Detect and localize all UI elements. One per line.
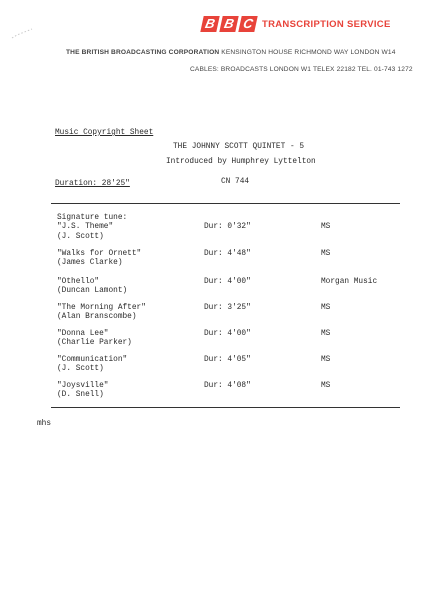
cn-number: CN 744 (221, 178, 250, 186)
track-title: "Othello" (57, 278, 100, 286)
corporation-name: THE BRITISH BROADCASTING CORPORATION (66, 49, 220, 56)
track-duration: Dur: 4'48" (204, 250, 251, 258)
track-duration: Dur: 4'05" (204, 356, 251, 364)
programme-title: THE JOHNNY SCOTT QUINTET - 5 (173, 143, 305, 151)
address-text: KENSINGTON HOUSE RICHMOND WAY LONDON W14 (221, 49, 396, 56)
track-duration: Dur: 3'25" (204, 304, 251, 312)
service-title: TRANSCRIPTION SERVICE (262, 19, 391, 30)
track-publisher: MS (321, 304, 331, 312)
track-publisher: MS (321, 382, 331, 390)
track-duration: Dur: 4'00" (204, 278, 251, 286)
cables-line: CABLES: BROADCASTS LONDON W1 TELEX 22182 TEL. 01-743 1272 (190, 66, 413, 73)
track-row (57, 330, 397, 356)
logo-letter-c: C (238, 16, 257, 32)
track-title: "The Morning After" (57, 304, 146, 312)
bbc-logo (202, 16, 256, 32)
track-title-composer (57, 382, 197, 401)
track-label: Signature tune: (57, 214, 128, 222)
track-publisher: MS (321, 356, 331, 364)
track-title-composer (57, 304, 197, 323)
track-publisher: MS (321, 223, 331, 231)
track-row (57, 356, 397, 382)
track-title: "Donna Lee" (57, 330, 109, 338)
punch-hole-marks-icon (10, 26, 40, 42)
track-row (57, 250, 397, 278)
track-duration: Dur: 4'00" (204, 330, 251, 338)
track-title: "Joysville" (57, 382, 109, 390)
track-title: "Walks for Ornett" (57, 250, 142, 258)
track-duration: Dur: 0'32" (204, 223, 251, 231)
track-row (57, 382, 397, 408)
total-duration: Duration: 28'25" (55, 180, 130, 188)
track-title-composer (57, 250, 197, 269)
document-heading: Music Copyright Sheet (55, 129, 154, 137)
track-title-composer (57, 330, 197, 349)
track-title-composer (57, 356, 197, 375)
track-composer: (Alan Branscombe) (57, 313, 137, 322)
track-title: "J.S. Theme" (57, 223, 114, 232)
top-divider (51, 203, 400, 204)
track-duration: Dur: 4'08" (204, 382, 251, 390)
bottom-divider (51, 407, 400, 408)
track-publisher: Morgan Music (321, 278, 378, 286)
logo-letter-b1: B (200, 16, 219, 32)
track-composer: (D. Snell) (57, 391, 104, 400)
track-title: "Communication" (57, 356, 128, 364)
track-composer: (J. Scott) (57, 232, 104, 241)
track-composer: (Duncan Lamont) (57, 287, 128, 296)
track-composer: (James Clarke) (57, 259, 123, 268)
track-composer: (J. Scott) (57, 365, 104, 374)
logo-letter-b2: B (219, 16, 238, 32)
track-publisher: MS (321, 330, 331, 338)
letterhead-address-line (66, 49, 396, 56)
presenter-line: Introduced by Humphrey Lyttelton (166, 158, 316, 166)
typist-initials: mhs (37, 420, 52, 428)
track-title-composer (57, 278, 197, 297)
track-title-composer (57, 214, 197, 242)
track-row (57, 304, 397, 330)
track-composer: (Charlie Parker) (57, 339, 132, 348)
track-row (57, 214, 397, 250)
track-publisher: MS (321, 250, 331, 258)
track-row (57, 278, 397, 304)
track-list (57, 214, 397, 408)
